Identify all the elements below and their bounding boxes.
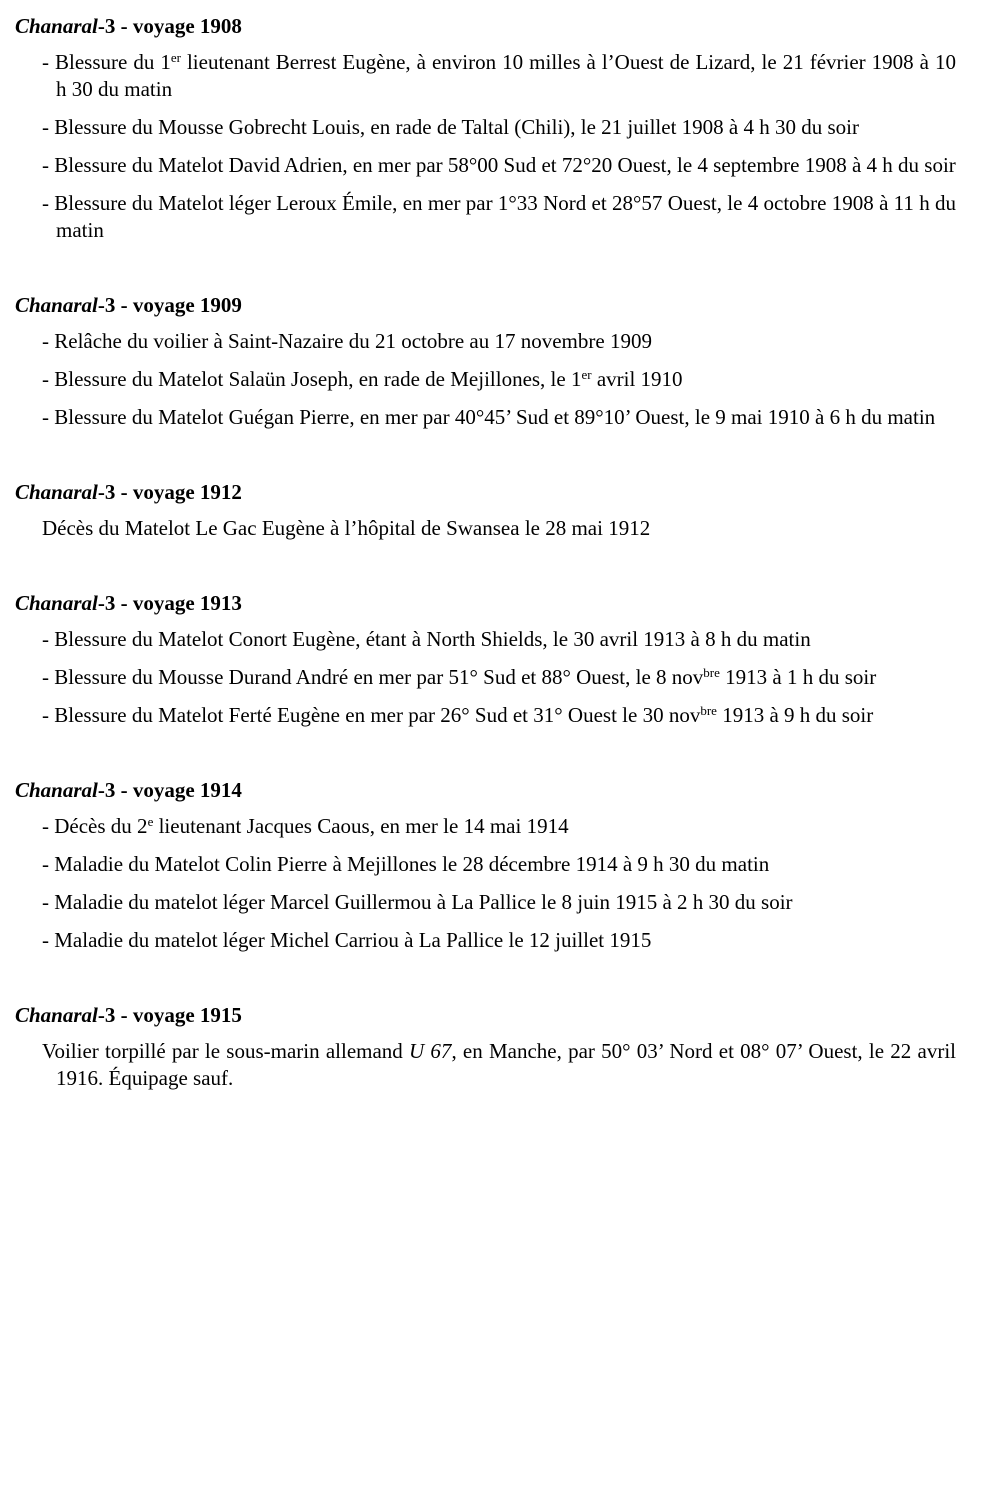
entry-list — [0, 1038, 1000, 1092]
ship-name: Chanaral — [15, 778, 98, 802]
list-item: - Maladie du Matelot Colin Pierre à Mejillones le 28 décembre 1914 à 9 h 30 du matin — [42, 852, 770, 876]
entry-list — [0, 328, 1000, 431]
list-item: - Blessure du Mousse Durand André en mer par 51° Sud et 88° Ouest, le 8 nov$^{bre}$ 1913 à 1 h du soir — [42, 665, 877, 689]
section-voyage-1909 — [0, 292, 1000, 431]
section-heading — [15, 292, 1000, 319]
section-heading — [15, 777, 1000, 804]
list-item: - Maladie du matelot léger Marcel Guillermou à La Pallice le 8 juin 1915 à 2 h 30 du soir — [42, 890, 793, 914]
list-item: - Maladie du matelot léger Michel Carriou à La Pallice le 12 juillet 1915 — [42, 928, 652, 952]
voyage-label: -3 - voyage 1915 — [97, 1003, 242, 1027]
section-heading — [15, 590, 1000, 617]
list-item: - Blessure du Matelot Guégan Pierre, en mer par 40°45’ Sud et 89°10’ Ouest, le 9 mai 1910 à 6 h du matin — [42, 405, 936, 429]
voyage-label: -3 - voyage 1912 — [97, 480, 242, 504]
voyage-label: -3 - voyage 1914 — [97, 778, 242, 802]
list-item: - Blessure du Matelot léger Leroux Émile, en mer par 1°33 Nord et 28°57 Ouest, le 4 octobre 1908 à 11 h du matin — [42, 191, 956, 242]
ship-name: Chanaral — [15, 480, 98, 504]
ship-name: Chanaral — [15, 1003, 98, 1027]
entry-list — [0, 49, 1000, 244]
list-item: - Blessure du Matelot Ferté Eugène en mer par 26° Sud et 31° Ouest le 30 nov$^{bre}$ 1913 à 9 h du soir — [42, 703, 874, 727]
ship-name: Chanaral — [15, 293, 98, 317]
entry-list — [0, 626, 1000, 729]
section-voyage-1912 — [0, 479, 1000, 542]
list-item: - Blessure du Matelot Conort Eugène, étant à North Shields, le 30 avril 1913 à 8 h du matin — [42, 627, 811, 651]
section-voyage-1915 — [0, 1002, 1000, 1092]
section-heading — [15, 1002, 1000, 1029]
list-item: - Blessure du Mousse Gobrecht Louis, en rade de Taltal (Chili), le 21 juillet 1908 à 4 h 30 du soir — [42, 115, 859, 139]
ship-name: Chanaral — [15, 14, 98, 38]
entry-list — [0, 515, 1000, 542]
list-item: Voilier torpillé par le sous-marin allemand U 67, en Manche, par 50° 03’ Nord et 08° 07’ Ouest, le 22 avril 1916. Équipage sauf. — [42, 1039, 956, 1090]
list-item: - Décès du 2e lieutenant Jacques Caous, en mer le 14 mai 1914 — [42, 814, 569, 838]
voyage-label: -3 - voyage 1913 — [97, 591, 242, 615]
section-voyage-1914 — [0, 777, 1000, 954]
voyage-label: -3 - voyage 1909 — [97, 293, 242, 317]
ship-name: Chanaral — [15, 591, 98, 615]
list-item: - Blessure du Matelot Salaün Joseph, en rade de Mejillones, le 1er avril 1910 — [42, 367, 683, 391]
section-heading — [15, 479, 1000, 506]
section-voyage-1913 — [0, 590, 1000, 729]
section-voyage-1908 — [0, 13, 1000, 244]
list-item: - Blessure du Matelot David Adrien, en mer par 58°00 Sud et 72°20 Ouest, le 4 septembre 1908 à 4 h du soir — [42, 153, 956, 177]
section-heading — [15, 13, 1000, 40]
entry-list — [0, 813, 1000, 954]
voyage-label: -3 - voyage 1908 — [97, 14, 242, 38]
list-item: Décès du Matelot Le Gac Eugène à l’hôpital de Swansea le 28 mai 1912 — [42, 516, 651, 540]
list-item: - Relâche du voilier à Saint-Nazaire du 21 octobre au 17 novembre 1909 — [42, 329, 652, 353]
list-item: - Blessure du 1er lieutenant Berrest Eugène, à environ 10 milles à l’Ouest de Lizard, le 21 février 1908 à 10 h 30 du matin — [42, 50, 957, 101]
